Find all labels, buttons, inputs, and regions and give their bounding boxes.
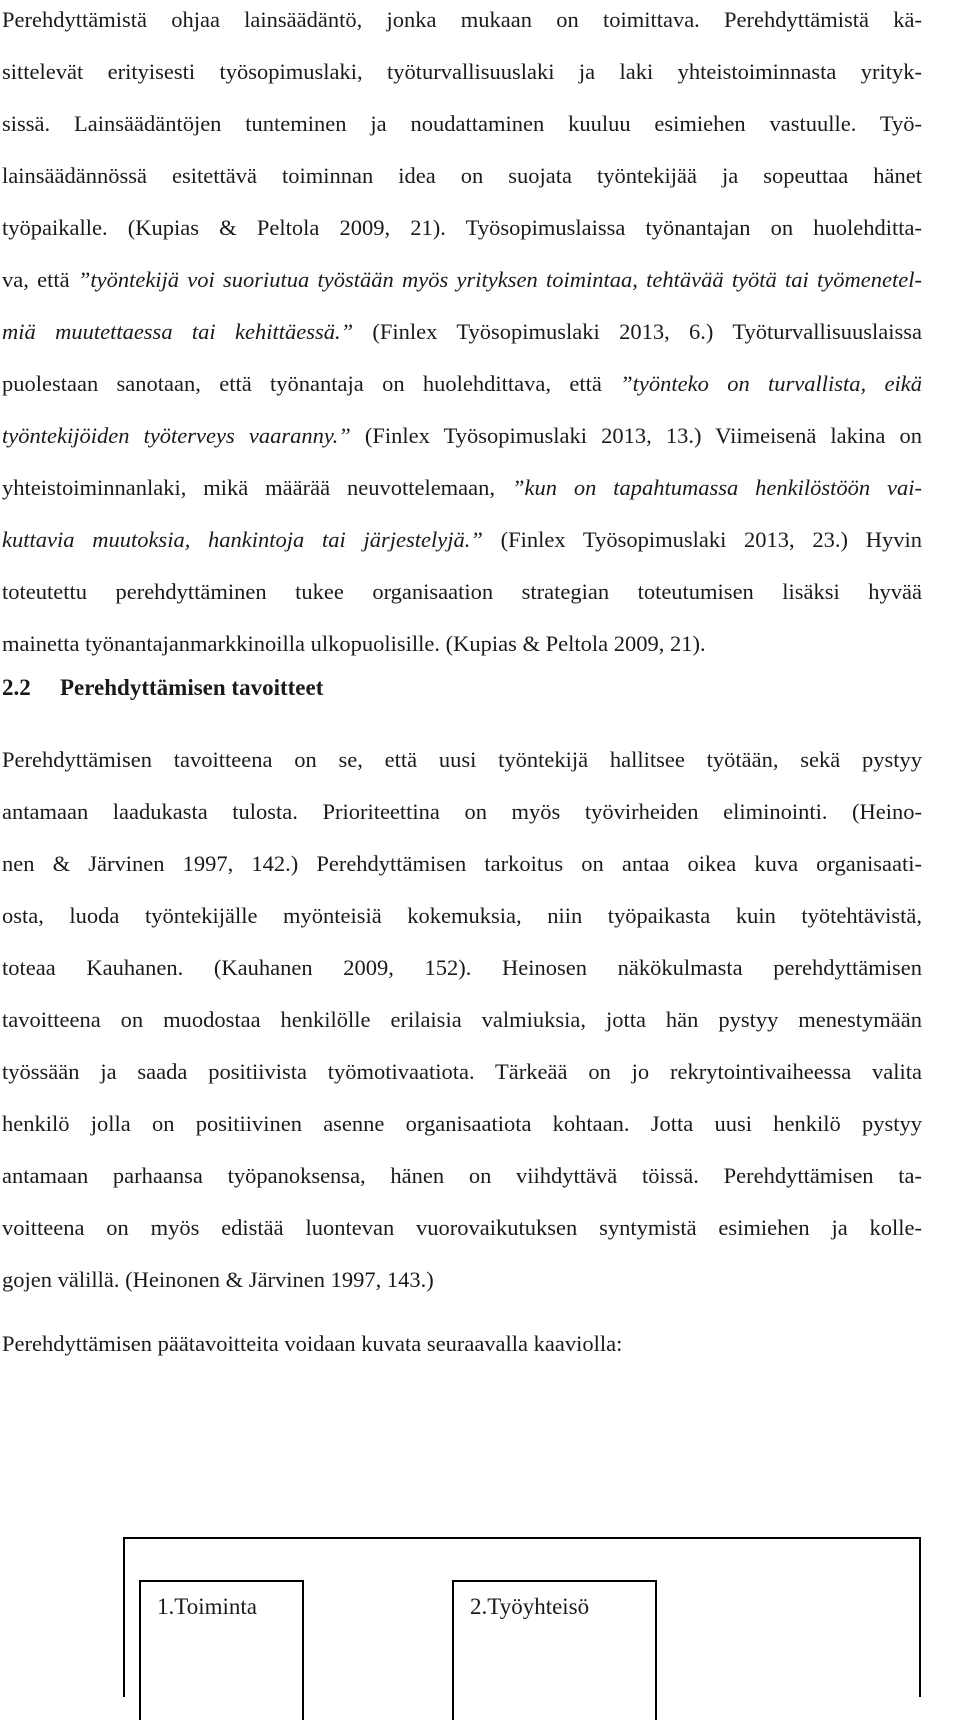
text-line	[2, 618, 922, 670]
text-line	[2, 786, 922, 838]
quoted-law-text: miä muutettaessa tai kehittäessä.”	[2, 319, 354, 344]
text-segment: puolestaan sanotaan, että työnantaja on huolehdittava, että	[2, 371, 621, 396]
text-segment: lainsäädännössä esitettävä toiminnan idea on suojata työntekijää ja sopeuttaa hänet	[2, 163, 922, 188]
text-line	[2, 46, 922, 98]
text-segment: osta, luoda työntekijälle myönteisiä kokemuksia, niin työpaikasta kuin työtehtävistä,	[2, 903, 922, 928]
quoted-law-text: ”työnteko on turvallista, eikä	[620, 371, 922, 396]
text-segment: Perehdyttämistä ohjaa lainsäädäntö, jonka mukaan on toimittava. Perehdyttämistä kä-	[2, 7, 922, 32]
text-segment: Perehdyttämisen tavoitteena on se, että uusi työntekijä hallitsee työtään, sekä pystyy	[2, 747, 922, 772]
text-line	[2, 566, 922, 618]
text-segment: antamaan parhaansa työpanoksensa, hänen on viihdyttävä töissä. Perehdyttämisen ta-	[2, 1163, 922, 1188]
section-title: Perehdyttämisen tavoitteet	[60, 675, 324, 700]
text-line	[2, 254, 922, 306]
quoted-law-text: ”työntekijä voi suoriutua työstään myös yrityksen toimintaa, tehtävää työtä tai työmenetel-	[77, 267, 922, 292]
text-segment: voitteena on myös edistää luontevan vuorovaikutuksen syntymistä esimiehen ja kolle-	[2, 1215, 922, 1240]
text-line	[2, 1150, 922, 1202]
text-line	[2, 1046, 922, 1098]
text-line	[2, 1318, 922, 1370]
text-segment: va, että	[2, 267, 78, 292]
text-segment: sissä. Lainsäädäntöjen tunteminen ja noudattaminen kuuluu esimiehen vastuulle. Työ-	[2, 111, 922, 136]
text-segment: henkilö jolla on positiivinen asenne organisaatiota kohtaan. Jotta uusi henkilö pystyy	[2, 1111, 922, 1136]
text-line	[2, 150, 922, 202]
text-line	[2, 358, 922, 410]
text-segment: sittelevät erityisesti työsopimuslaki, työturvallisuuslaki ja laki yhteistoiminnasta yrityk-	[2, 59, 922, 84]
text-line	[2, 942, 922, 994]
text-line	[2, 98, 922, 150]
text-segment: (Finlex Työsopimuslaki 2013, 23.) Hyvin	[482, 527, 922, 552]
text-segment: (Finlex Työsopimuslaki 2013, 6.) Työturvallisuuslaissa	[353, 319, 922, 344]
text-segment: toteaa Kauhanen. (Kauhanen 2009, 152). Heinosen näkökulmasta perehdyttämisen	[2, 955, 922, 980]
text-line	[2, 0, 922, 46]
section-number: 2.2	[2, 675, 31, 700]
paragraph-goals	[2, 734, 922, 1306]
text-segment: työpaikalle. (Kupias & Peltola 2009, 21). Työsopimuslaissa työnantajan on huolehditta-	[2, 215, 922, 240]
diagram-box-tyoyhteiso	[452, 1580, 657, 1720]
text-line	[2, 514, 922, 566]
text-line	[2, 1254, 922, 1306]
text-segment: gojen välillä. (Heinonen & Järvinen 1997, 143.)	[2, 1267, 434, 1292]
text-segment: toteutettu perehdyttäminen tukee organisaation strategian toteutumisen lisäksi hyvää	[2, 579, 922, 604]
text-segment: tavoitteena on muodostaa henkilölle erilaisia valmiuksia, jotta hän pystyy menestymään	[2, 1007, 922, 1032]
text-segment: nen & Järvinen 1997, 142.) Perehdyttämisen tarkoitus on antaa oikea kuva organisaati-	[2, 851, 922, 876]
text-line	[2, 202, 922, 254]
text-line	[2, 306, 922, 358]
diagram-box-label: 2.Työyhteisö	[470, 1594, 590, 1619]
text-segment: työssään ja saada positiivista työmotivaatiota. Tärkeää on jo rekrytointivaiheessa valita	[2, 1059, 922, 1084]
paragraph-diagram-intro	[2, 1318, 922, 1370]
quoted-law-text: kuttavia muutoksia, hankintoja tai järjestelyjä.”	[2, 527, 483, 552]
text-line	[2, 890, 922, 942]
diagram-box-toiminta	[139, 1580, 304, 1720]
text-line	[2, 734, 922, 786]
paragraph-legislation	[2, 0, 922, 670]
section-heading	[2, 668, 323, 708]
quoted-law-text: ”kun on tapahtumassa henkilöstöön vai-	[511, 475, 923, 500]
text-line	[2, 462, 922, 514]
text-line	[2, 1098, 922, 1150]
text-line	[2, 1202, 922, 1254]
text-segment: Perehdyttämisen päätavoitteita voidaan kuvata seuraavalla kaaviolla:	[2, 1331, 623, 1356]
text-segment: (Finlex Työsopimuslaki 2013, 13.) Viimeisenä lakina on	[350, 423, 923, 448]
quoted-law-text: työntekijöiden työterveys vaaranny.”	[2, 423, 351, 448]
text-line	[2, 994, 922, 1046]
text-segment: antamaan laadukasta tulosta. Prioriteettina on myös työvirheiden eliminointi. (Heino-	[2, 799, 922, 824]
text-line	[2, 838, 922, 890]
text-line	[2, 410, 922, 462]
text-segment: yhteistoiminnanlaki, mikä määrää neuvottelemaan,	[2, 475, 512, 500]
diagram-box-label: 1.Toiminta	[157, 1594, 257, 1619]
text-segment: mainetta työnantajanmarkkinoilla ulkopuolisille. (Kupias & Peltola 2009, 21).	[2, 631, 706, 656]
